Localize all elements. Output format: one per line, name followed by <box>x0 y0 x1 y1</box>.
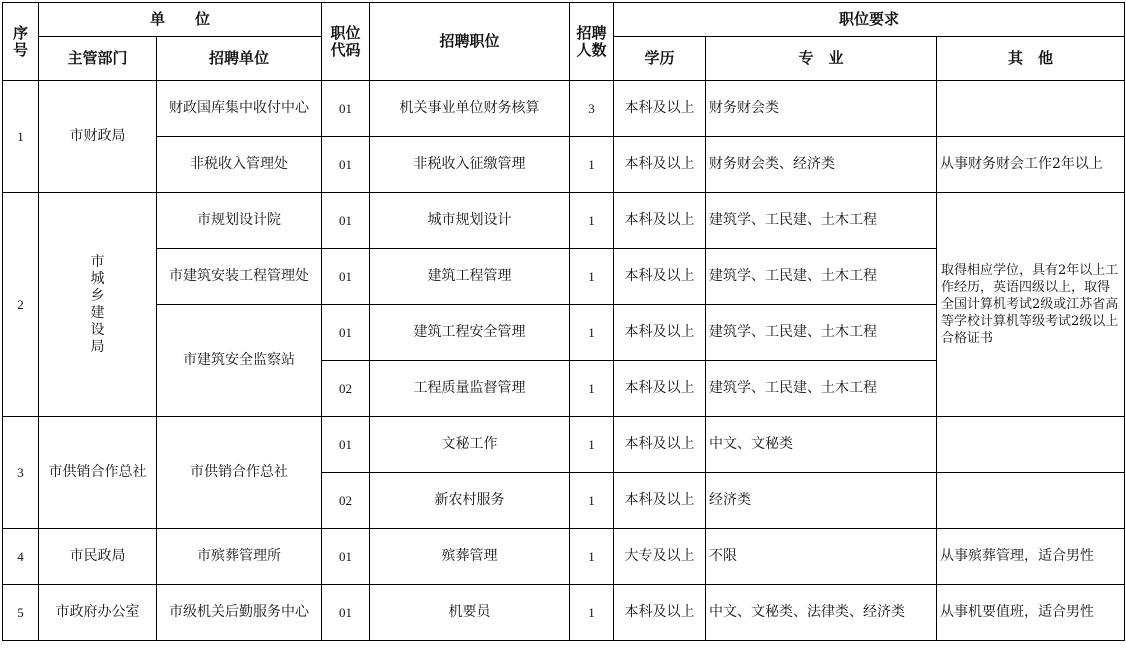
count-cell: 1 <box>570 193 614 249</box>
dept-vertical-text: 市城乡建设局 <box>90 253 105 355</box>
header-count-line2: 人数 <box>576 40 607 59</box>
header-recruit-unit: 招聘单位 <box>157 37 322 81</box>
education-cell: 本科及以上 <box>614 585 706 641</box>
major-cell: 建筑学、工民建、土木工程 <box>706 193 937 249</box>
major-cell: 建筑学、工民建、土木工程 <box>706 249 937 305</box>
major-cell: 财务财会类、经济类 <box>706 137 937 193</box>
education-cell: 本科及以上 <box>614 361 706 417</box>
other-cell: 从事财务财会工作2年以上 <box>937 137 1125 193</box>
education-cell: 本科及以上 <box>614 473 706 529</box>
unit-cell: 财政国库集中收付中心 <box>157 81 322 137</box>
table-row <box>3 81 1125 137</box>
major-cell: 经济类 <box>706 473 937 529</box>
header-dept: 主管部门 <box>39 37 157 81</box>
education-cell: 本科及以上 <box>614 305 706 361</box>
header-code-line2: 代码 <box>330 40 361 59</box>
major-cell: 不限 <box>706 529 937 585</box>
table-row <box>3 529 1125 585</box>
table-row <box>3 417 1125 473</box>
header-code <box>322 3 370 81</box>
seq-cell: 3 <box>3 417 39 529</box>
other-cell: 从事机要值班，适合男性 <box>937 585 1125 641</box>
position-cell: 建筑工程安全管理 <box>370 305 570 361</box>
education-cell: 本科及以上 <box>614 193 706 249</box>
major-cell: 中文、文秘类、法律类、经济类 <box>706 585 937 641</box>
position-cell: 建筑工程管理 <box>370 249 570 305</box>
code-cell: 02 <box>322 361 370 417</box>
position-cell: 机关事业单位财务核算 <box>370 81 570 137</box>
position-cell: 非税收入征缴管理 <box>370 137 570 193</box>
recruitment-table <box>2 2 1125 641</box>
header-count <box>570 3 614 81</box>
table-row <box>3 137 1125 193</box>
dept-cell <box>39 193 157 417</box>
other-cell <box>937 81 1125 137</box>
header-position: 招聘职位 <box>370 3 570 81</box>
position-cell: 殡葬管理 <box>370 529 570 585</box>
table-body <box>3 3 1125 641</box>
count-cell: 1 <box>570 585 614 641</box>
position-cell: 工程质量监督管理 <box>370 361 570 417</box>
dept-cell: 市财政局 <box>39 81 157 193</box>
count-cell: 1 <box>570 529 614 585</box>
unit-cell: 市级机关后勤服务中心 <box>157 585 322 641</box>
dept-cell: 市民政局 <box>39 529 157 585</box>
code-cell: 01 <box>322 137 370 193</box>
header-code-line1: 职位 <box>330 23 361 42</box>
code-cell: 01 <box>322 585 370 641</box>
other-cell <box>937 473 1125 529</box>
position-cell: 新农村服务 <box>370 473 570 529</box>
unit-cell: 市殡葬管理所 <box>157 529 322 585</box>
header-seq-line2: 号 <box>12 40 28 59</box>
seq-cell: 2 <box>3 193 39 417</box>
major-cell: 建筑学、工民建、土木工程 <box>706 305 937 361</box>
count-cell: 3 <box>570 81 614 137</box>
other-cell <box>937 417 1125 473</box>
unit-cell: 非税收入管理处 <box>157 137 322 193</box>
dept-cell: 市供销合作总社 <box>39 417 157 529</box>
position-cell: 机要员 <box>370 585 570 641</box>
major-cell: 财务财会类 <box>706 81 937 137</box>
seq-cell: 1 <box>3 81 39 193</box>
education-cell: 本科及以上 <box>614 417 706 473</box>
code-cell: 01 <box>322 305 370 361</box>
major-cell: 中文、文秘类 <box>706 417 937 473</box>
unit-cell: 市供销合作总社 <box>157 417 322 529</box>
code-cell: 02 <box>322 473 370 529</box>
count-cell: 1 <box>570 249 614 305</box>
unit-cell: 市规划设计院 <box>157 193 322 249</box>
table-row <box>3 585 1125 641</box>
dept-cell: 市政府办公室 <box>39 585 157 641</box>
code-cell: 01 <box>322 193 370 249</box>
header-count-line1: 招聘 <box>576 23 607 42</box>
count-cell: 1 <box>570 473 614 529</box>
education-cell: 本科及以上 <box>614 249 706 305</box>
education-cell: 大专及以上 <box>614 529 706 585</box>
education-cell: 本科及以上 <box>614 137 706 193</box>
code-cell: 01 <box>322 249 370 305</box>
header-requirements: 职位要求 <box>614 3 1125 37</box>
header-unit: 单 位 <box>39 3 322 37</box>
position-cell: 城市规划设计 <box>370 193 570 249</box>
header-education: 学历 <box>614 37 706 81</box>
header-other: 其 他 <box>937 37 1125 81</box>
seq-cell: 5 <box>3 585 39 641</box>
unit-cell: 市建筑安全监察站 <box>157 305 322 417</box>
table-row <box>3 193 1125 249</box>
other-merged-cell: 取得相应学位，具有2年以上工作经历，英语四级以上，取得全国计算机考试2级或江苏省高等学校计算机等级考试2级以上合格证书 <box>937 193 1125 417</box>
education-cell: 本科及以上 <box>614 81 706 137</box>
count-cell: 1 <box>570 361 614 417</box>
count-cell: 1 <box>570 137 614 193</box>
other-cell: 从事殡葬管理，适合男性 <box>937 529 1125 585</box>
position-cell: 文秘工作 <box>370 417 570 473</box>
header-row-1 <box>3 3 1125 37</box>
header-seq-line1: 序 <box>12 23 28 42</box>
code-cell: 01 <box>322 81 370 137</box>
count-cell: 1 <box>570 417 614 473</box>
header-major: 专 业 <box>706 37 937 81</box>
major-cell: 建筑学、工民建、土木工程 <box>706 361 937 417</box>
seq-cell: 4 <box>3 529 39 585</box>
code-cell: 01 <box>322 529 370 585</box>
count-cell: 1 <box>570 305 614 361</box>
code-cell: 01 <box>322 417 370 473</box>
header-seq <box>3 3 39 81</box>
unit-cell: 市建筑安装工程管理处 <box>157 249 322 305</box>
